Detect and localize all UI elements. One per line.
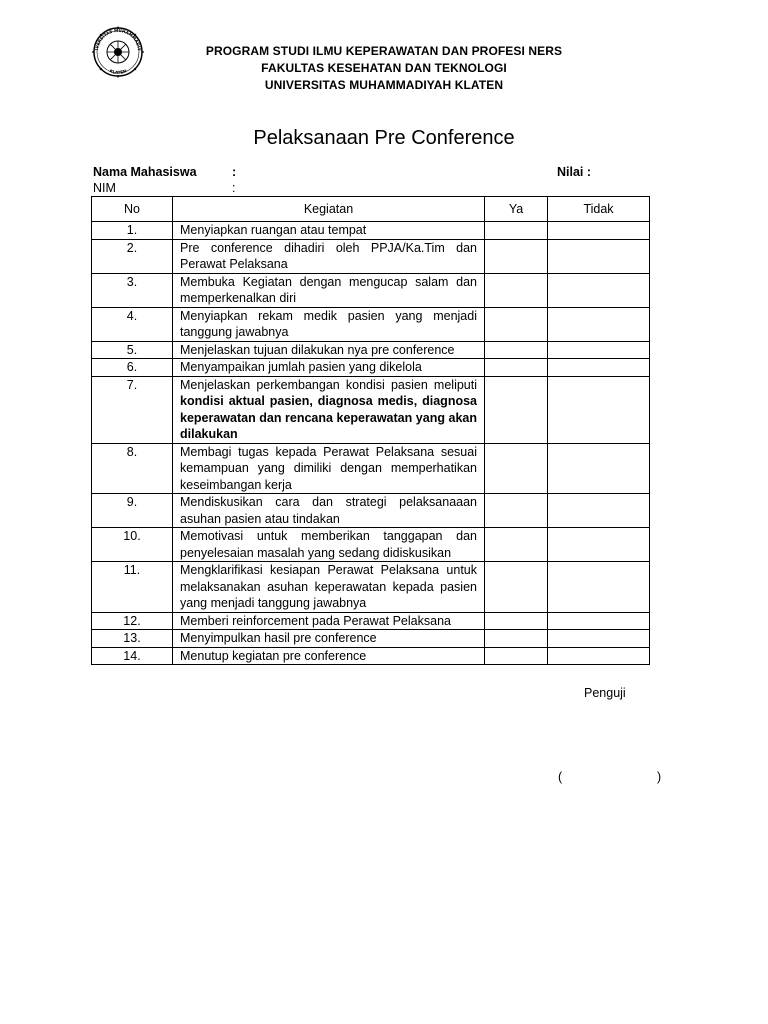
table-row bbox=[92, 612, 650, 630]
ya-checkbox-cell[interactable] bbox=[485, 239, 548, 273]
ya-checkbox-cell[interactable] bbox=[485, 528, 548, 562]
ya-checkbox-cell[interactable] bbox=[485, 341, 548, 359]
header-line-program: PROGRAM STUDI ILMU KEPERAWATAN DAN PROFESI NERS bbox=[205, 44, 563, 58]
activity-text: Menjelaskan tujuan dilakukan nya pre conference bbox=[180, 342, 455, 357]
ya-checkbox-cell[interactable] bbox=[485, 630, 548, 648]
activity-text: Menyiapkan rekam medik pasien yang menjadi tanggung jawabnya bbox=[180, 308, 477, 339]
table-row bbox=[92, 239, 650, 273]
activity-text: Menjelaskan perkembangan kondisi pasien meliputi bbox=[180, 377, 477, 392]
column-header-tidak: Tidak bbox=[548, 197, 650, 222]
svg-text:UNIVERSITAS MUHAMMADIYAH: IVERSITAS MUHAMMADIY bbox=[94, 27, 142, 51]
row-activity bbox=[173, 647, 485, 665]
tidak-checkbox-cell[interactable] bbox=[548, 222, 650, 240]
column-header-ya: Ya bbox=[485, 197, 548, 222]
activity-text: Menutup kegiatan pre conference bbox=[180, 648, 367, 663]
row-number: 6. bbox=[92, 359, 173, 377]
ya-checkbox-cell[interactable] bbox=[485, 222, 548, 240]
activity-text: Menyimpulkan hasil pre conference bbox=[180, 631, 377, 645]
nim-label: NIM bbox=[93, 181, 116, 195]
table-row bbox=[92, 630, 650, 648]
activity-text-bold: kondisi aktual pasien, diagnosa medis, diagnosa keperawatan dan rencana keperawatan yang akan dilakukan bbox=[180, 394, 477, 441]
header-line-university: UNIVERSITAS MUHAMMADIYAH KLATEN bbox=[264, 78, 504, 92]
row-number: 1. bbox=[92, 222, 173, 240]
tidak-checkbox-cell[interactable] bbox=[548, 528, 650, 562]
row-number: 3. bbox=[92, 273, 173, 307]
header-line-faculty: FAKULTAS KESEHATAN DAN TEKNOLOGI bbox=[261, 61, 507, 75]
row-activity bbox=[173, 341, 485, 359]
row-number: 13. bbox=[92, 630, 173, 648]
row-activity bbox=[173, 528, 485, 562]
table-row bbox=[92, 647, 650, 665]
table-row bbox=[92, 494, 650, 528]
tidak-checkbox-cell[interactable] bbox=[548, 359, 650, 377]
activity-text: Memotivasi untuk memberikan tanggapan dan penyelesaian masalah yang sedang didiskusikan bbox=[180, 529, 477, 560]
column-header-no: No bbox=[92, 197, 173, 222]
activity-text: Mendiskusikan cara dan strategi pelaksanaaan asuhan pasien atau tindakan bbox=[180, 495, 477, 526]
tidak-checkbox-cell[interactable] bbox=[548, 307, 650, 341]
column-header-kegiatan: Kegiatan bbox=[173, 197, 485, 222]
ya-checkbox-cell[interactable] bbox=[485, 647, 548, 665]
row-number: 11. bbox=[92, 562, 173, 613]
row-number: 4. bbox=[92, 307, 173, 341]
institution-header bbox=[0, 43, 768, 94]
tidak-checkbox-cell[interactable] bbox=[548, 376, 650, 443]
tidak-checkbox-cell[interactable] bbox=[548, 647, 650, 665]
row-activity bbox=[173, 307, 485, 341]
row-activity bbox=[173, 443, 485, 494]
tidak-checkbox-cell[interactable] bbox=[548, 341, 650, 359]
signature-close-paren: ) bbox=[657, 770, 662, 784]
ya-checkbox-cell[interactable] bbox=[485, 494, 548, 528]
table-row bbox=[92, 443, 650, 494]
table-row bbox=[92, 222, 650, 240]
tidak-checkbox-cell[interactable] bbox=[548, 273, 650, 307]
row-number: 12. bbox=[92, 612, 173, 630]
row-number: 9. bbox=[92, 494, 173, 528]
table-row bbox=[92, 528, 650, 562]
tidak-checkbox-cell[interactable] bbox=[548, 494, 650, 528]
row-activity bbox=[173, 359, 485, 377]
activity-text: Mengklarifikasi kesiapan Perawat Pelaksana untuk melaksanakan asuhan keperawatan kepada pasien yang menjadi tanggung jawabnya bbox=[180, 563, 477, 610]
ya-checkbox-cell[interactable] bbox=[485, 307, 548, 341]
row-activity bbox=[173, 494, 485, 528]
nama-colon: : bbox=[232, 165, 237, 179]
row-activity bbox=[173, 612, 485, 630]
checklist-table bbox=[91, 196, 650, 665]
document-title: Pelaksanaan Pre Conference bbox=[253, 127, 515, 149]
activity-text: Menyampaikan jumlah pasien yang dikelola bbox=[180, 360, 422, 374]
penguji-label: Penguji bbox=[584, 686, 626, 700]
ya-checkbox-cell[interactable] bbox=[485, 443, 548, 494]
row-activity bbox=[173, 273, 485, 307]
tidak-checkbox-cell[interactable] bbox=[548, 562, 650, 613]
row-activity bbox=[173, 239, 485, 273]
row-number: 2. bbox=[92, 239, 173, 273]
row-activity bbox=[173, 630, 485, 648]
row-activity bbox=[173, 222, 485, 240]
svg-text:KLATEN: KLATEN bbox=[108, 68, 128, 76]
ya-checkbox-cell[interactable] bbox=[485, 359, 548, 377]
ya-checkbox-cell[interactable] bbox=[485, 562, 548, 613]
table-row bbox=[92, 376, 650, 443]
row-activity bbox=[173, 562, 485, 613]
tidak-checkbox-cell[interactable] bbox=[548, 612, 650, 630]
activity-text: Memberi reinforcement pada Perawat Pelaksana bbox=[180, 613, 451, 628]
ya-checkbox-cell[interactable] bbox=[485, 612, 548, 630]
row-number: 10. bbox=[92, 528, 173, 562]
table-row bbox=[92, 341, 650, 359]
activity-text: Menyiapkan ruangan atau tempat bbox=[180, 223, 367, 237]
table-header-row bbox=[92, 197, 650, 222]
row-number: 8. bbox=[92, 443, 173, 494]
row-activity bbox=[173, 376, 485, 443]
ya-checkbox-cell[interactable] bbox=[485, 273, 548, 307]
nama-mahasiswa-label: Nama Mahasiswa bbox=[93, 165, 197, 179]
row-number: 5. bbox=[92, 341, 173, 359]
tidak-checkbox-cell[interactable] bbox=[548, 239, 650, 273]
activity-text: Membuka Kegiatan dengan mengucap salam dan memperkenalkan diri bbox=[180, 274, 477, 305]
tidak-checkbox-cell[interactable] bbox=[548, 443, 650, 494]
row-number: 7. bbox=[92, 376, 173, 443]
signature-open-paren: ( bbox=[558, 770, 563, 784]
ya-checkbox-cell[interactable] bbox=[485, 376, 548, 443]
activity-text: Pre conference dihadiri oleh PPJA/Ka.Tim dan Perawat Pelaksana bbox=[180, 240, 477, 271]
nilai-label: Nilai : bbox=[557, 165, 592, 179]
nim-colon: : bbox=[232, 181, 236, 195]
tidak-checkbox-cell[interactable] bbox=[548, 630, 650, 648]
table-row bbox=[92, 273, 650, 307]
activity-text: Membagi tugas kepada Perawat Pelaksana sesuai kemampuan yang dimiliki dengan memperhatikan keseimbangan kerja bbox=[180, 444, 477, 492]
table-row bbox=[92, 359, 650, 377]
table-row bbox=[92, 562, 650, 613]
table-row bbox=[92, 307, 650, 341]
row-number: 14. bbox=[92, 647, 173, 665]
